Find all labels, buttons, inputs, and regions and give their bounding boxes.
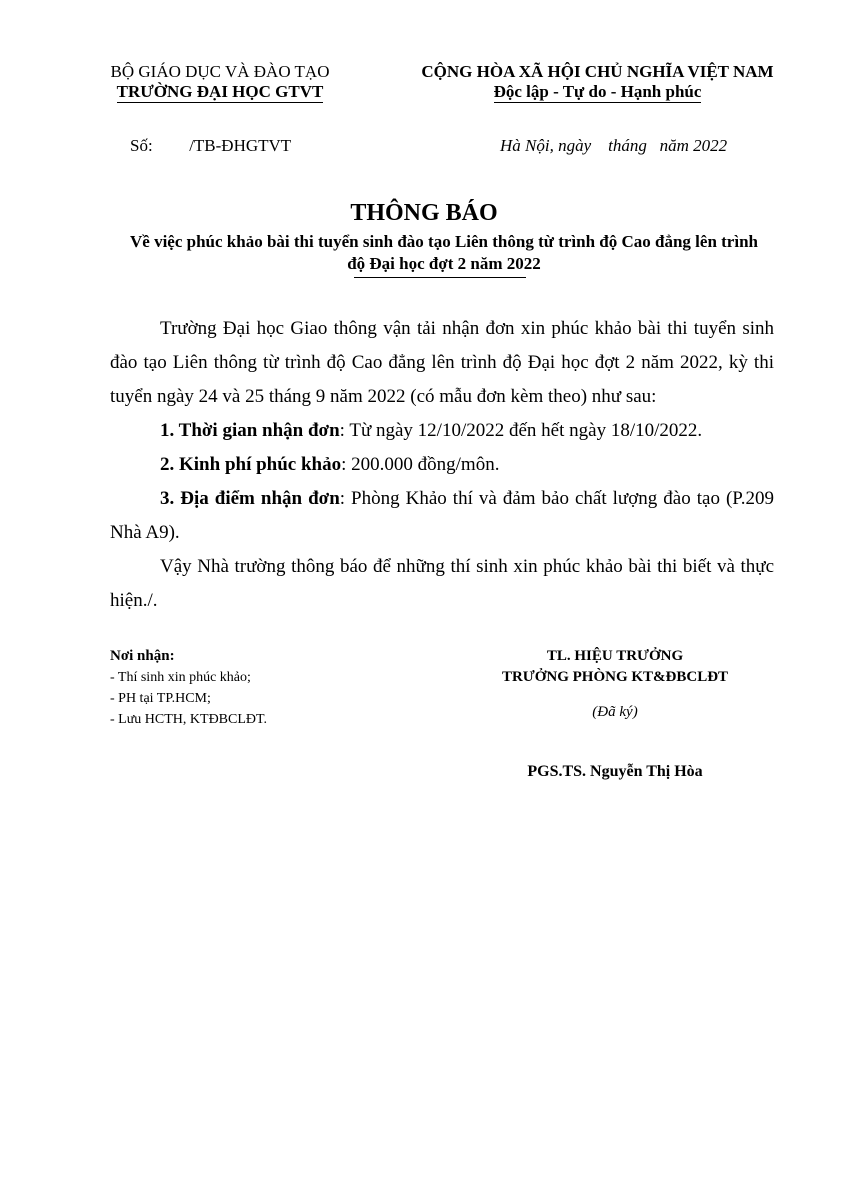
closing-paragraph: Vậy Nhà trường thông báo để những thí sinh xin phúc khảo bài thi biết và thực hiện./. [110, 556, 774, 611]
item-fee [110, 448, 774, 482]
recipient-item: - Thí sinh xin phúc khảo; [110, 670, 251, 685]
signer-authority: TL. HIỆU TRƯỞNG [546, 648, 684, 664]
issuer-header [90, 62, 350, 102]
document-body [110, 312, 774, 618]
document-number [130, 136, 291, 156]
document-title: THÔNG BÁO [350, 200, 498, 226]
item-time-label: 1. Thời gian nhận đơn [160, 420, 340, 441]
number-label: Số: [130, 136, 153, 155]
signed-note: (Đã ký) [592, 704, 638, 720]
item-location-label: 3. Địa điểm nhận đơn [160, 488, 340, 509]
recipient-item: - PH tại TP.HCM; [110, 691, 211, 706]
number-code: /TB-ĐHGTVT [189, 136, 292, 155]
recipient-item: - Lưu HCTH, KTĐBCLĐT. [110, 712, 268, 727]
item-fee-label: 2. Kinh phí phúc khảo [160, 454, 342, 475]
item-fee-text: : 200.000 đồng/môn. [341, 454, 500, 475]
intro-paragraph: Trường Đại học Giao thông vận tải nhận đơn xin phúc khảo bài thi tuyển sinh đào tạo Liên thông từ trình độ Cao đẳng lên trình độ Đại học đợt 2 năm 2022, kỳ thi tuyển ngày 24 và 25 tháng 9 năm 2022 (có mẫu đơn kèm theo) như sau: [110, 318, 774, 407]
recipients-heading: Nơi nhận: [110, 648, 175, 664]
national-header [405, 62, 790, 102]
item-time-text: : Từ ngày 12/10/2022 đến hết ngày 18/10/2022. [339, 420, 703, 441]
recipients-block [110, 646, 267, 730]
item-location [110, 482, 774, 550]
ministry-name: BỘ GIÁO DỤC VÀ ĐÀO TẠO [110, 62, 330, 81]
item-time [110, 414, 774, 448]
item-location-text: : Phòng Khảo thí và đảm bảo chất lượng đào tạo (P.209 Nhà A9). [110, 488, 774, 543]
title-underline [354, 277, 526, 278]
university-name: TRƯỜNG ĐẠI HỌC GTVT [116, 82, 324, 101]
republic-name: CỘNG HÒA XÃ HỘI CHỦ NGHĨA VIỆT NAM [421, 62, 774, 81]
national-motto: Độc lập - Tự do - Hạnh phúc [493, 82, 702, 101]
place-date: Hà Nội, ngày tháng năm 2022 [500, 136, 728, 155]
signer-name: PGS.TS. Nguyễn Thị Hòa [527, 763, 703, 780]
signer-position: TRƯỞNG PHÒNG KT&ĐBCLĐT [501, 669, 729, 685]
signature-block [470, 646, 760, 723]
document-subtitle: Về việc phúc khảo bài thi tuyển sinh đào tạo Liên thông từ trình độ Cao đẳng lên trình độ Đại học đợt 2 năm 2022 [130, 232, 758, 273]
